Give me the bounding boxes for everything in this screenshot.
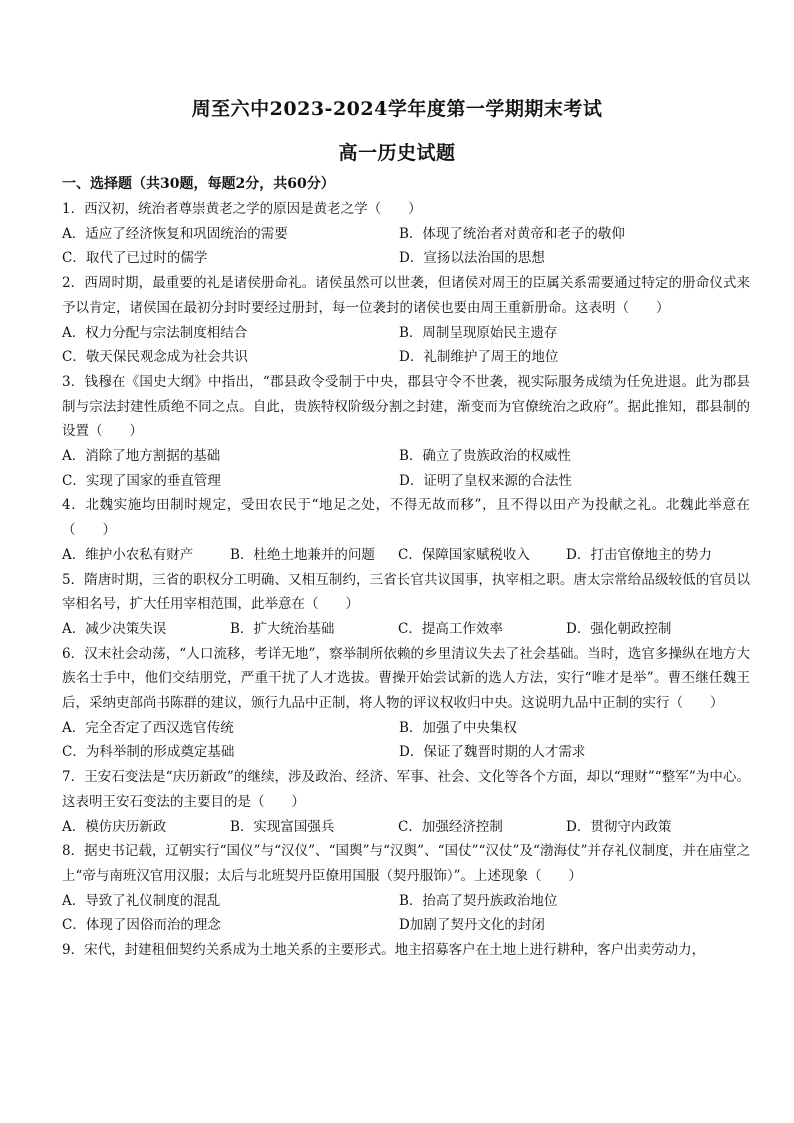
answer-option: D．贯彻守内政策 <box>566 818 672 835</box>
answer-option: A．完全否定了西汉选官传统 <box>62 719 234 736</box>
question-block <box>62 938 750 963</box>
answer-option: C．保障国家赋税收入 <box>398 546 530 563</box>
answer-option: D．证明了皇权来源的合法性 <box>399 472 572 489</box>
question-text: 2．西周时期，最重要的礼是诸侯册命礼。诸侯虽然可以世袭，但诸侯对周王的臣属关系需要通过特定的册命仪式来予以肯定，诸侯国在最初分封时要经过册封，每一位袭封的诸侯也要由周王重新册命。这表明（ ） <box>62 275 750 316</box>
answer-options <box>62 889 750 938</box>
answer-option: B．周制呈现原始民主遗存 <box>399 324 558 341</box>
answer-option: A．模仿庆历新政 <box>62 818 167 835</box>
answer-option: B．实现富国强兵 <box>230 818 335 835</box>
question-text: 5．隋唐时期，三省的职权分工明确、又相互制约，三省长官共议国事，执宰相之职。唐太宗常给品级较低的官员以宰相名号，扩大任用宰相范围，此举意在（ ） <box>62 571 750 613</box>
answer-options <box>62 617 750 642</box>
answer-options <box>62 321 750 370</box>
question-text: 8．据史书记载，辽朝实行“国仪”与“汉仪”、“国舆”与“汉舆”、“国仗”“汉仗”及“渤海仗”并存礼仪制度，并在庙堂之上“帝与南班汉官用汉服；太后与北班契丹臣僚用国服（契丹服饰）”。上述现象（ ） <box>62 843 750 884</box>
answer-options <box>62 444 750 493</box>
question-block <box>62 642 750 766</box>
answer-options <box>62 815 750 840</box>
answer-option: A．导致了礼仪制度的混乱 <box>62 892 221 909</box>
answer-option: B．加强了中央集权 <box>399 719 517 736</box>
answer-option: C．取代了已过时的儒学 <box>62 250 208 267</box>
answer-options <box>62 716 750 765</box>
answer-option: A．维护小农私有财产 <box>62 546 194 563</box>
answer-option: C．加强经济控制 <box>398 818 503 835</box>
answer-option: C．体现了因俗而治的理念 <box>62 917 221 934</box>
answer-option: A．减少决策失误 <box>62 620 167 637</box>
question-list <box>62 197 750 963</box>
question-block <box>62 370 750 494</box>
answer-option: B．抬高了契丹族政治地位 <box>399 892 558 909</box>
question-block <box>62 197 750 271</box>
answer-option: D加剧了契丹文化的封闭 <box>399 917 545 934</box>
question-block <box>62 568 750 642</box>
answer-option: D．保证了魏晋时期的人才需求 <box>399 744 586 761</box>
answer-option: D．强化朝政控制 <box>566 620 672 637</box>
answer-option: C．为科举制的形成奠定基础 <box>62 744 235 761</box>
question-block <box>62 493 750 567</box>
question-block <box>62 271 750 370</box>
answer-option: D．礼制维护了周王的地位 <box>399 349 559 366</box>
question-block <box>62 839 750 938</box>
answer-option: D．打击官僚地主的势力 <box>566 546 712 563</box>
answer-option: A．适应了经济恢复和巩固统治的需要 <box>62 225 288 242</box>
answer-option: C．实现了国家的垂直管理 <box>62 472 221 489</box>
answer-option: B．扩大统治基础 <box>230 620 335 637</box>
exam-title: 周至六中2023-2024学年度第一学期期末考试 <box>191 98 603 120</box>
question-text: 4．北魏实施均田制时规定，受田农民于“地足之处，不得无故而移”，且不得以田产为投献之礼。北魏此举意在（ ） <box>62 497 750 539</box>
exam-subtitle: 高一历史试题 <box>338 142 456 164</box>
section-heading: 一、选择题（共30题，每题2分，共60分） <box>62 176 335 192</box>
answer-option: C．敬天保民观念成为社会共识 <box>62 349 248 366</box>
answer-option: B．确立了贵族政治的权威性 <box>399 448 571 465</box>
question-text: 1．西汉初，统治者尊崇黄老之学的原因是黄老之学（ ） <box>62 201 422 217</box>
answer-option: D．宣扬以法治国的思想 <box>399 250 545 267</box>
question-text: 7．王安石变法是“庆历新政”的继续，涉及政治、经济、军事、社会、文化等各个方面，却以“理财”“整军”为中心。这表明王安石变法的主要目的是（ ） <box>62 769 750 810</box>
question-text: 9．宋代，封建租佃契约关系成为土地关系的主要形式。地主招募客户在土地上进行耕种，客户出卖劳动力， <box>62 942 706 959</box>
answer-option: B．杜绝土地兼并的问题 <box>230 546 375 563</box>
answer-option: A．权力分配与宗法制度相结合 <box>62 324 248 341</box>
answer-option: C．提高工作效率 <box>398 620 503 637</box>
question-text: 6．汉末社会动荡，“人口流移，考详无地”，察举制所依赖的乡里清议失去了社会基础。当时，选官多操纵在地方大族名士手中，他们交结朋党，严重干扰了人才选拔。曹操开始尝试新的选人方法，实行“唯才是举”。曹丕继任魏王后，采纳吏部尚书陈群的建议，颁行九品中正制，将人物的评议权收归中央。这说明九品中正制的实行（ ） <box>62 645 750 712</box>
answer-option: B．体现了统治者对黄帝和老子的敬仰 <box>399 225 625 242</box>
answer-option: A．消除了地方割据的基础 <box>62 448 221 465</box>
answer-options <box>62 543 750 568</box>
question-block <box>62 765 750 839</box>
question-text: 3．钱穆在《国史大纲》中指出，“郡县政令受制于中央，郡县守令不世袭，视实际服务成绩为任免进退。此为郡县制与宗法封建性质绝不同之点。自此，贵族特权阶级分割之封建，渐变而为官僚统治之政府”。据此推知，郡县制的设置（ ） <box>62 373 750 440</box>
answer-options <box>62 222 750 271</box>
